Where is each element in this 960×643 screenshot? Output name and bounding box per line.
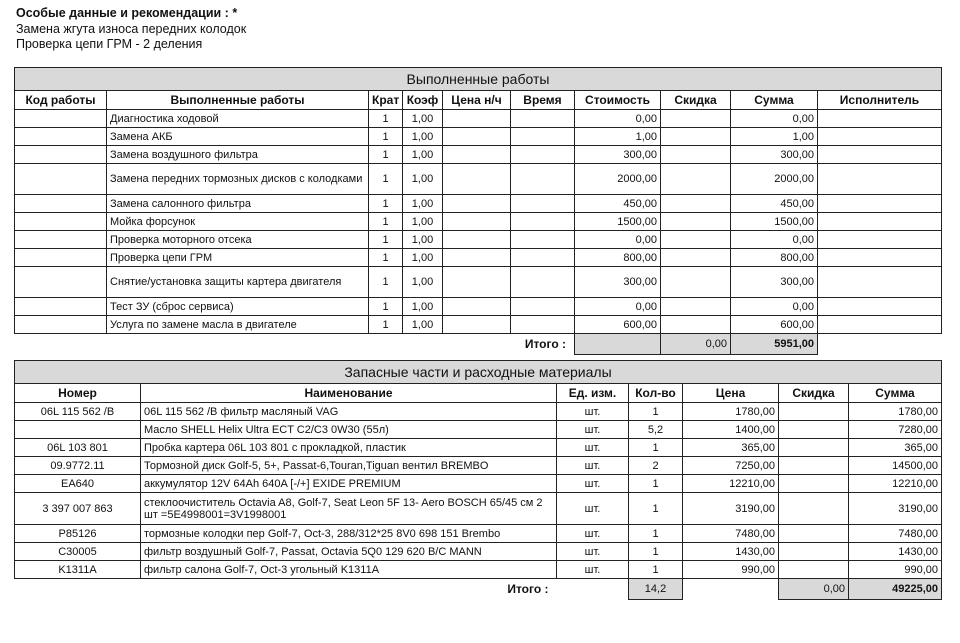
part-sum: 1430,00 <box>849 543 942 561</box>
col-time-header: Время <box>511 91 575 110</box>
part-sum: 7280,00 <box>849 421 942 439</box>
work-krat: 1 <box>369 267 403 298</box>
table-row <box>15 231 942 249</box>
works-total-row <box>15 334 942 355</box>
work-code <box>15 249 107 267</box>
table-row <box>15 195 942 213</box>
table-row <box>15 213 942 231</box>
work-krat: 1 <box>369 249 403 267</box>
table-row <box>15 475 942 493</box>
part-name: Пробка картера 06L 103 801 с прокладкой, пластик <box>141 439 557 457</box>
part-number: K1311A <box>15 561 141 579</box>
work-time <box>511 249 575 267</box>
part-sum: 7480,00 <box>849 525 942 543</box>
work-sum: 2000,00 <box>731 164 818 195</box>
table-row <box>15 164 942 195</box>
special-notes <box>16 6 246 53</box>
col-part-sum-header: Сумма <box>849 384 942 403</box>
work-name: Диагностика ходовой <box>107 110 369 128</box>
table-row <box>15 439 942 457</box>
part-number: EA640 <box>15 475 141 493</box>
work-executor <box>818 146 942 164</box>
works-table <box>14 67 942 355</box>
work-discount <box>661 267 731 298</box>
work-price <box>443 146 511 164</box>
part-price: 12210,00 <box>683 475 779 493</box>
work-cost: 1,00 <box>575 128 661 146</box>
parts-total-label: Итого : <box>507 582 549 596</box>
work-discount <box>661 128 731 146</box>
part-discount <box>779 561 849 579</box>
parts-header-row <box>15 384 942 403</box>
work-name: Замена передних тормозных дисков с колодками <box>107 164 369 195</box>
work-name: Мойка форсунок <box>107 213 369 231</box>
work-sum: 0,00 <box>731 231 818 249</box>
col-unit-header: Ед. изм. <box>557 384 629 403</box>
part-name: 06L 115 562 /B фильтр масляный VAG <box>141 403 557 421</box>
parts-table <box>14 360 942 600</box>
part-name: тормозные колодки пер Golf-7, Oct-3, 288/312*25 8V0 698 151 Brembo <box>141 525 557 543</box>
table-row <box>15 403 942 421</box>
works-title: Выполненные работы <box>15 68 942 91</box>
work-koef: 1,00 <box>403 110 443 128</box>
part-name: стеклоочиститель Octavia A8, Golf-7, Seat Leon 5F 13- Aero BOSCH 65/45 см 2 шт =5E4998001=3V1998001 <box>141 493 557 525</box>
part-name: фильтр салона Golf-7, Oct-3 угольный K1311A <box>141 561 557 579</box>
part-name: Тормозной диск Golf-5, 5+, Passat-6,Touran,Tiguan вентил BREMBO <box>141 457 557 475</box>
work-cost: 0,00 <box>575 231 661 249</box>
work-sum: 1,00 <box>731 128 818 146</box>
work-price <box>443 316 511 334</box>
work-name: Тест ЗУ (сброс сервиса) <box>107 298 369 316</box>
part-sum: 365,00 <box>849 439 942 457</box>
part-discount <box>779 493 849 525</box>
part-unit: шт. <box>557 543 629 561</box>
col-cost-header: Стоимость <box>575 91 661 110</box>
part-unit: шт. <box>557 457 629 475</box>
work-koef: 1,00 <box>403 164 443 195</box>
part-qty: 1 <box>629 493 683 525</box>
part-name: аккумулятор 12V 64Ah 640A [-/+] EXIDE PREMIUM <box>141 475 557 493</box>
part-number: 09.9772.11 <box>15 457 141 475</box>
table-row <box>15 543 942 561</box>
work-time <box>511 110 575 128</box>
part-qty: 1 <box>629 403 683 421</box>
col-part-name-header: Наименование <box>141 384 557 403</box>
table-row <box>15 525 942 543</box>
col-part-price-header: Цена <box>683 384 779 403</box>
work-cost: 0,00 <box>575 298 661 316</box>
col-name-header: Выполненные работы <box>107 91 369 110</box>
work-sum: 1500,00 <box>731 213 818 231</box>
work-price <box>443 110 511 128</box>
table-row <box>15 128 942 146</box>
work-krat: 1 <box>369 128 403 146</box>
work-name: Проверка цепи ГРМ <box>107 249 369 267</box>
part-sum: 12210,00 <box>849 475 942 493</box>
work-time <box>511 164 575 195</box>
work-name: Услуга по замене масла в двигателе <box>107 316 369 334</box>
work-executor <box>818 298 942 316</box>
part-price: 990,00 <box>683 561 779 579</box>
work-krat: 1 <box>369 195 403 213</box>
part-qty: 1 <box>629 525 683 543</box>
work-krat: 1 <box>369 316 403 334</box>
part-sum: 3190,00 <box>849 493 942 525</box>
work-price <box>443 164 511 195</box>
work-name: Замена салонного фильтра <box>107 195 369 213</box>
notes-heading: Особые данные и рекомендации : * <box>16 6 238 20</box>
work-krat: 1 <box>369 164 403 195</box>
works-header-row <box>15 91 942 110</box>
works-total-cost <box>575 334 661 355</box>
work-name: Замена АКБ <box>107 128 369 146</box>
part-qty: 1 <box>629 561 683 579</box>
work-code <box>15 110 107 128</box>
part-price: 1430,00 <box>683 543 779 561</box>
part-qty: 1 <box>629 439 683 457</box>
work-discount <box>661 164 731 195</box>
part-unit: шт. <box>557 475 629 493</box>
col-price-header: Цена н/ч <box>443 91 511 110</box>
work-koef: 1,00 <box>403 128 443 146</box>
table-row <box>15 298 942 316</box>
work-cost: 300,00 <box>575 267 661 298</box>
work-price <box>443 128 511 146</box>
part-unit: шт. <box>557 561 629 579</box>
work-krat: 1 <box>369 110 403 128</box>
work-time <box>511 128 575 146</box>
part-discount <box>779 439 849 457</box>
work-executor <box>818 164 942 195</box>
part-price: 365,00 <box>683 439 779 457</box>
part-discount <box>779 475 849 493</box>
work-code <box>15 195 107 213</box>
work-name: Замена воздушного фильтра <box>107 146 369 164</box>
part-unit: шт. <box>557 421 629 439</box>
part-discount <box>779 457 849 475</box>
work-time <box>511 146 575 164</box>
work-price <box>443 267 511 298</box>
part-unit: шт. <box>557 493 629 525</box>
work-time <box>511 213 575 231</box>
work-sum: 0,00 <box>731 298 818 316</box>
work-name: Проверка моторного отсека <box>107 231 369 249</box>
part-number <box>15 421 141 439</box>
work-discount <box>661 213 731 231</box>
work-name: Снятие/установка защиты картера двигателя <box>107 267 369 298</box>
part-price: 7250,00 <box>683 457 779 475</box>
col-qty-header: Кол-во <box>629 384 683 403</box>
col-code-header: Код работы <box>15 91 107 110</box>
part-discount <box>779 421 849 439</box>
work-cost: 600,00 <box>575 316 661 334</box>
part-number: 06L 103 801 <box>15 439 141 457</box>
work-time <box>511 298 575 316</box>
work-discount <box>661 231 731 249</box>
part-qty: 5,2 <box>629 421 683 439</box>
table-row <box>15 421 942 439</box>
parts-title: Запасные части и расходные материалы <box>15 361 942 384</box>
works-total-sum: 5951,00 <box>731 334 818 355</box>
work-cost: 800,00 <box>575 249 661 267</box>
table-row <box>15 146 942 164</box>
part-unit: шт. <box>557 525 629 543</box>
work-sum: 300,00 <box>731 267 818 298</box>
work-code <box>15 146 107 164</box>
part-sum: 1780,00 <box>849 403 942 421</box>
work-krat: 1 <box>369 146 403 164</box>
works-total-discount: 0,00 <box>661 334 731 355</box>
work-discount <box>661 110 731 128</box>
part-discount <box>779 403 849 421</box>
work-executor <box>818 110 942 128</box>
notes-line: Замена жгута износа передних колодок <box>16 21 247 36</box>
work-discount <box>661 249 731 267</box>
work-cost: 2000,00 <box>575 164 661 195</box>
work-discount <box>661 298 731 316</box>
parts-total-sum: 49225,00 <box>849 579 942 600</box>
part-unit: шт. <box>557 403 629 421</box>
table-row <box>15 457 942 475</box>
part-number: 3 397 007 863 <box>15 493 141 525</box>
works-total-label: Итого : <box>524 337 566 351</box>
part-discount <box>779 543 849 561</box>
work-executor <box>818 128 942 146</box>
work-code <box>15 267 107 298</box>
work-cost: 0,00 <box>575 110 661 128</box>
work-code <box>15 231 107 249</box>
work-executor <box>818 213 942 231</box>
col-discount-header: Скидка <box>661 91 731 110</box>
work-code <box>15 316 107 334</box>
work-code <box>15 298 107 316</box>
work-koef: 1,00 <box>403 213 443 231</box>
part-price: 3190,00 <box>683 493 779 525</box>
work-krat: 1 <box>369 213 403 231</box>
part-name: фильтр воздушный Golf-7, Passat, Octavia 5Q0 129 620 B/C MANN <box>141 543 557 561</box>
work-discount <box>661 195 731 213</box>
table-row <box>15 316 942 334</box>
work-koef: 1,00 <box>403 298 443 316</box>
part-sum: 990,00 <box>849 561 942 579</box>
col-number-header: Номер <box>15 384 141 403</box>
part-price: 1400,00 <box>683 421 779 439</box>
work-code <box>15 213 107 231</box>
work-executor <box>818 231 942 249</box>
work-code <box>15 128 107 146</box>
work-executor <box>818 267 942 298</box>
work-executor <box>818 249 942 267</box>
work-price <box>443 249 511 267</box>
work-sum: 800,00 <box>731 249 818 267</box>
col-executor-header: Исполнитель <box>818 91 942 110</box>
part-number: 06L 115 562 /B <box>15 403 141 421</box>
part-number: C30005 <box>15 543 141 561</box>
parts-total-qty: 14,2 <box>629 579 683 600</box>
table-row <box>15 249 942 267</box>
work-krat: 1 <box>369 231 403 249</box>
work-koef: 1,00 <box>403 316 443 334</box>
col-sum-header: Сумма <box>731 91 818 110</box>
part-name: Масло SHELL Helix Ultra ECT C2/C3 0W30 (55л) <box>141 421 557 439</box>
work-koef: 1,00 <box>403 267 443 298</box>
part-price: 1780,00 <box>683 403 779 421</box>
work-cost: 1500,00 <box>575 213 661 231</box>
work-price <box>443 298 511 316</box>
part-qty: 1 <box>629 543 683 561</box>
work-time <box>511 316 575 334</box>
work-executor <box>818 195 942 213</box>
part-discount <box>779 525 849 543</box>
table-row <box>15 493 942 525</box>
part-qty: 2 <box>629 457 683 475</box>
work-time <box>511 231 575 249</box>
part-number: P85126 <box>15 525 141 543</box>
col-koef-header: Коэф <box>403 91 443 110</box>
work-discount <box>661 146 731 164</box>
table-row <box>15 267 942 298</box>
notes-line: Проверка цепи ГРМ - 2 деления <box>16 37 203 51</box>
work-koef: 1,00 <box>403 249 443 267</box>
work-krat: 1 <box>369 298 403 316</box>
parts-total-discount: 0,00 <box>779 579 849 600</box>
work-koef: 1,00 <box>403 146 443 164</box>
work-koef: 1,00 <box>403 195 443 213</box>
work-price <box>443 231 511 249</box>
work-sum: 0,00 <box>731 110 818 128</box>
work-discount <box>661 316 731 334</box>
col-krat-header: Крат <box>369 91 403 110</box>
part-sum: 14500,00 <box>849 457 942 475</box>
work-time <box>511 267 575 298</box>
part-unit: шт. <box>557 439 629 457</box>
parts-total-row <box>15 579 942 600</box>
work-cost: 450,00 <box>575 195 661 213</box>
work-price <box>443 195 511 213</box>
work-executor <box>818 316 942 334</box>
work-code <box>15 164 107 195</box>
part-qty: 1 <box>629 475 683 493</box>
work-sum: 450,00 <box>731 195 818 213</box>
work-sum: 600,00 <box>731 316 818 334</box>
table-row <box>15 561 942 579</box>
work-sum: 300,00 <box>731 146 818 164</box>
work-price <box>443 213 511 231</box>
work-cost: 300,00 <box>575 146 661 164</box>
work-koef: 1,00 <box>403 231 443 249</box>
part-price: 7480,00 <box>683 525 779 543</box>
work-time <box>511 195 575 213</box>
col-part-discount-header: Скидка <box>779 384 849 403</box>
table-row <box>15 110 942 128</box>
